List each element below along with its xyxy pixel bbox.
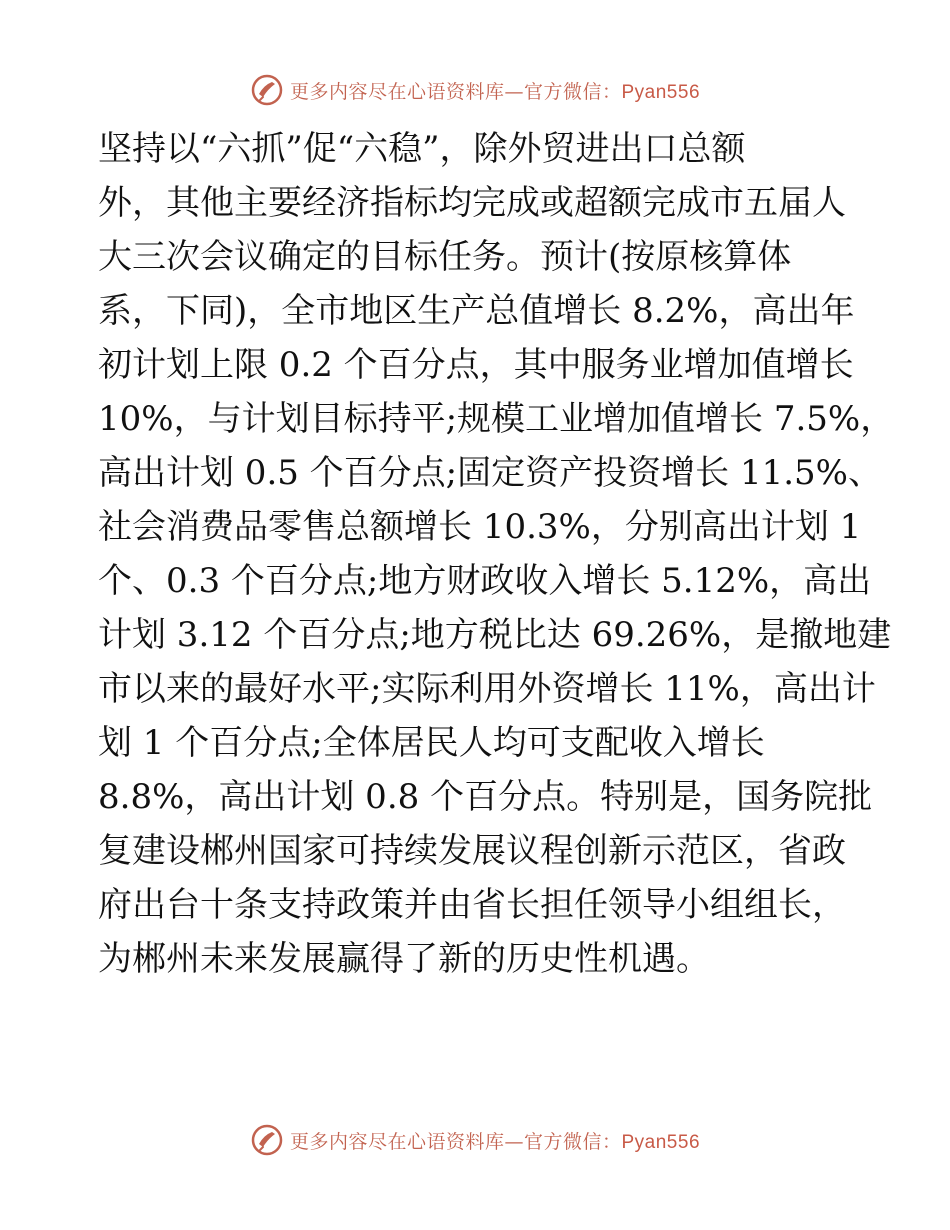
body-line: 市以来的最好水平;实际利用外资增长 11%，高出计 — [98, 669, 876, 709]
body-line: 初计划上限 0.2 个百分点，其中服务业增加值增长 — [98, 345, 854, 385]
body-line: 府出台十条支持政策并由省长担任领导小组组长， — [98, 885, 846, 925]
body-line: 坚持以“六抓”促“六稳”，除外贸进出口总额 — [98, 129, 746, 169]
watermark-separator: — — [504, 80, 524, 103]
body-line: 社会消费品零售总额增长 10.3%，分别高出计划 1 — [98, 507, 862, 547]
body-line: 个、0.3 个百分点;地方财政收入增长 5.12%，高出 — [98, 561, 872, 601]
watermark-text: 更多内容尽在心语资料库 — [289, 80, 505, 103]
body-line: 划 1 个百分点;全体居民人均可支配收入增长 — [98, 723, 765, 763]
watermark-separator: — — [504, 1130, 524, 1153]
watermark-text: 更多内容尽在心语资料库 — [289, 1130, 505, 1153]
document-body — [98, 122, 895, 986]
body-line: 计划 3.12 个百分点;地方税比达 69.26%，是撤地建 — [98, 615, 892, 655]
wechat-label: 官方微信： — [523, 1130, 622, 1153]
pen-logo-icon — [250, 1123, 284, 1157]
body-line: 外，其他主要经济指标均完成或超额完成市五届人 — [98, 183, 846, 223]
body-line: 8.8%，高出计划 0.8 个百分点。特别是，国务院批 — [98, 777, 873, 817]
pen-logo-icon — [250, 73, 284, 107]
header-watermark — [0, 72, 950, 108]
body-line: 系，下同)，全市地区生产总值增长 8.2%，高出年 — [98, 291, 855, 331]
wechat-label: 官方微信： — [523, 80, 622, 103]
body-line: 为郴州未来发展赢得了新的历史性机遇。 — [98, 939, 710, 979]
body-line: 高出计划 0.5 个百分点;固定资产投资增长 11.5%、 — [98, 453, 882, 493]
watermark-text-group — [290, 77, 700, 104]
wechat-id: Pyan556 — [621, 81, 701, 103]
body-line: 10%，与计划目标持平;规模工业增加值增长 7.5%， — [98, 399, 895, 439]
footer-watermark — [0, 1122, 950, 1158]
body-line: 复建设郴州国家可持续发展议程创新示范区，省政 — [98, 831, 846, 871]
watermark-text-group — [290, 1127, 700, 1154]
wechat-id: Pyan556 — [621, 1131, 701, 1153]
body-line: 大三次会议确定的目标任务。预计(按原核算体 — [98, 237, 792, 277]
